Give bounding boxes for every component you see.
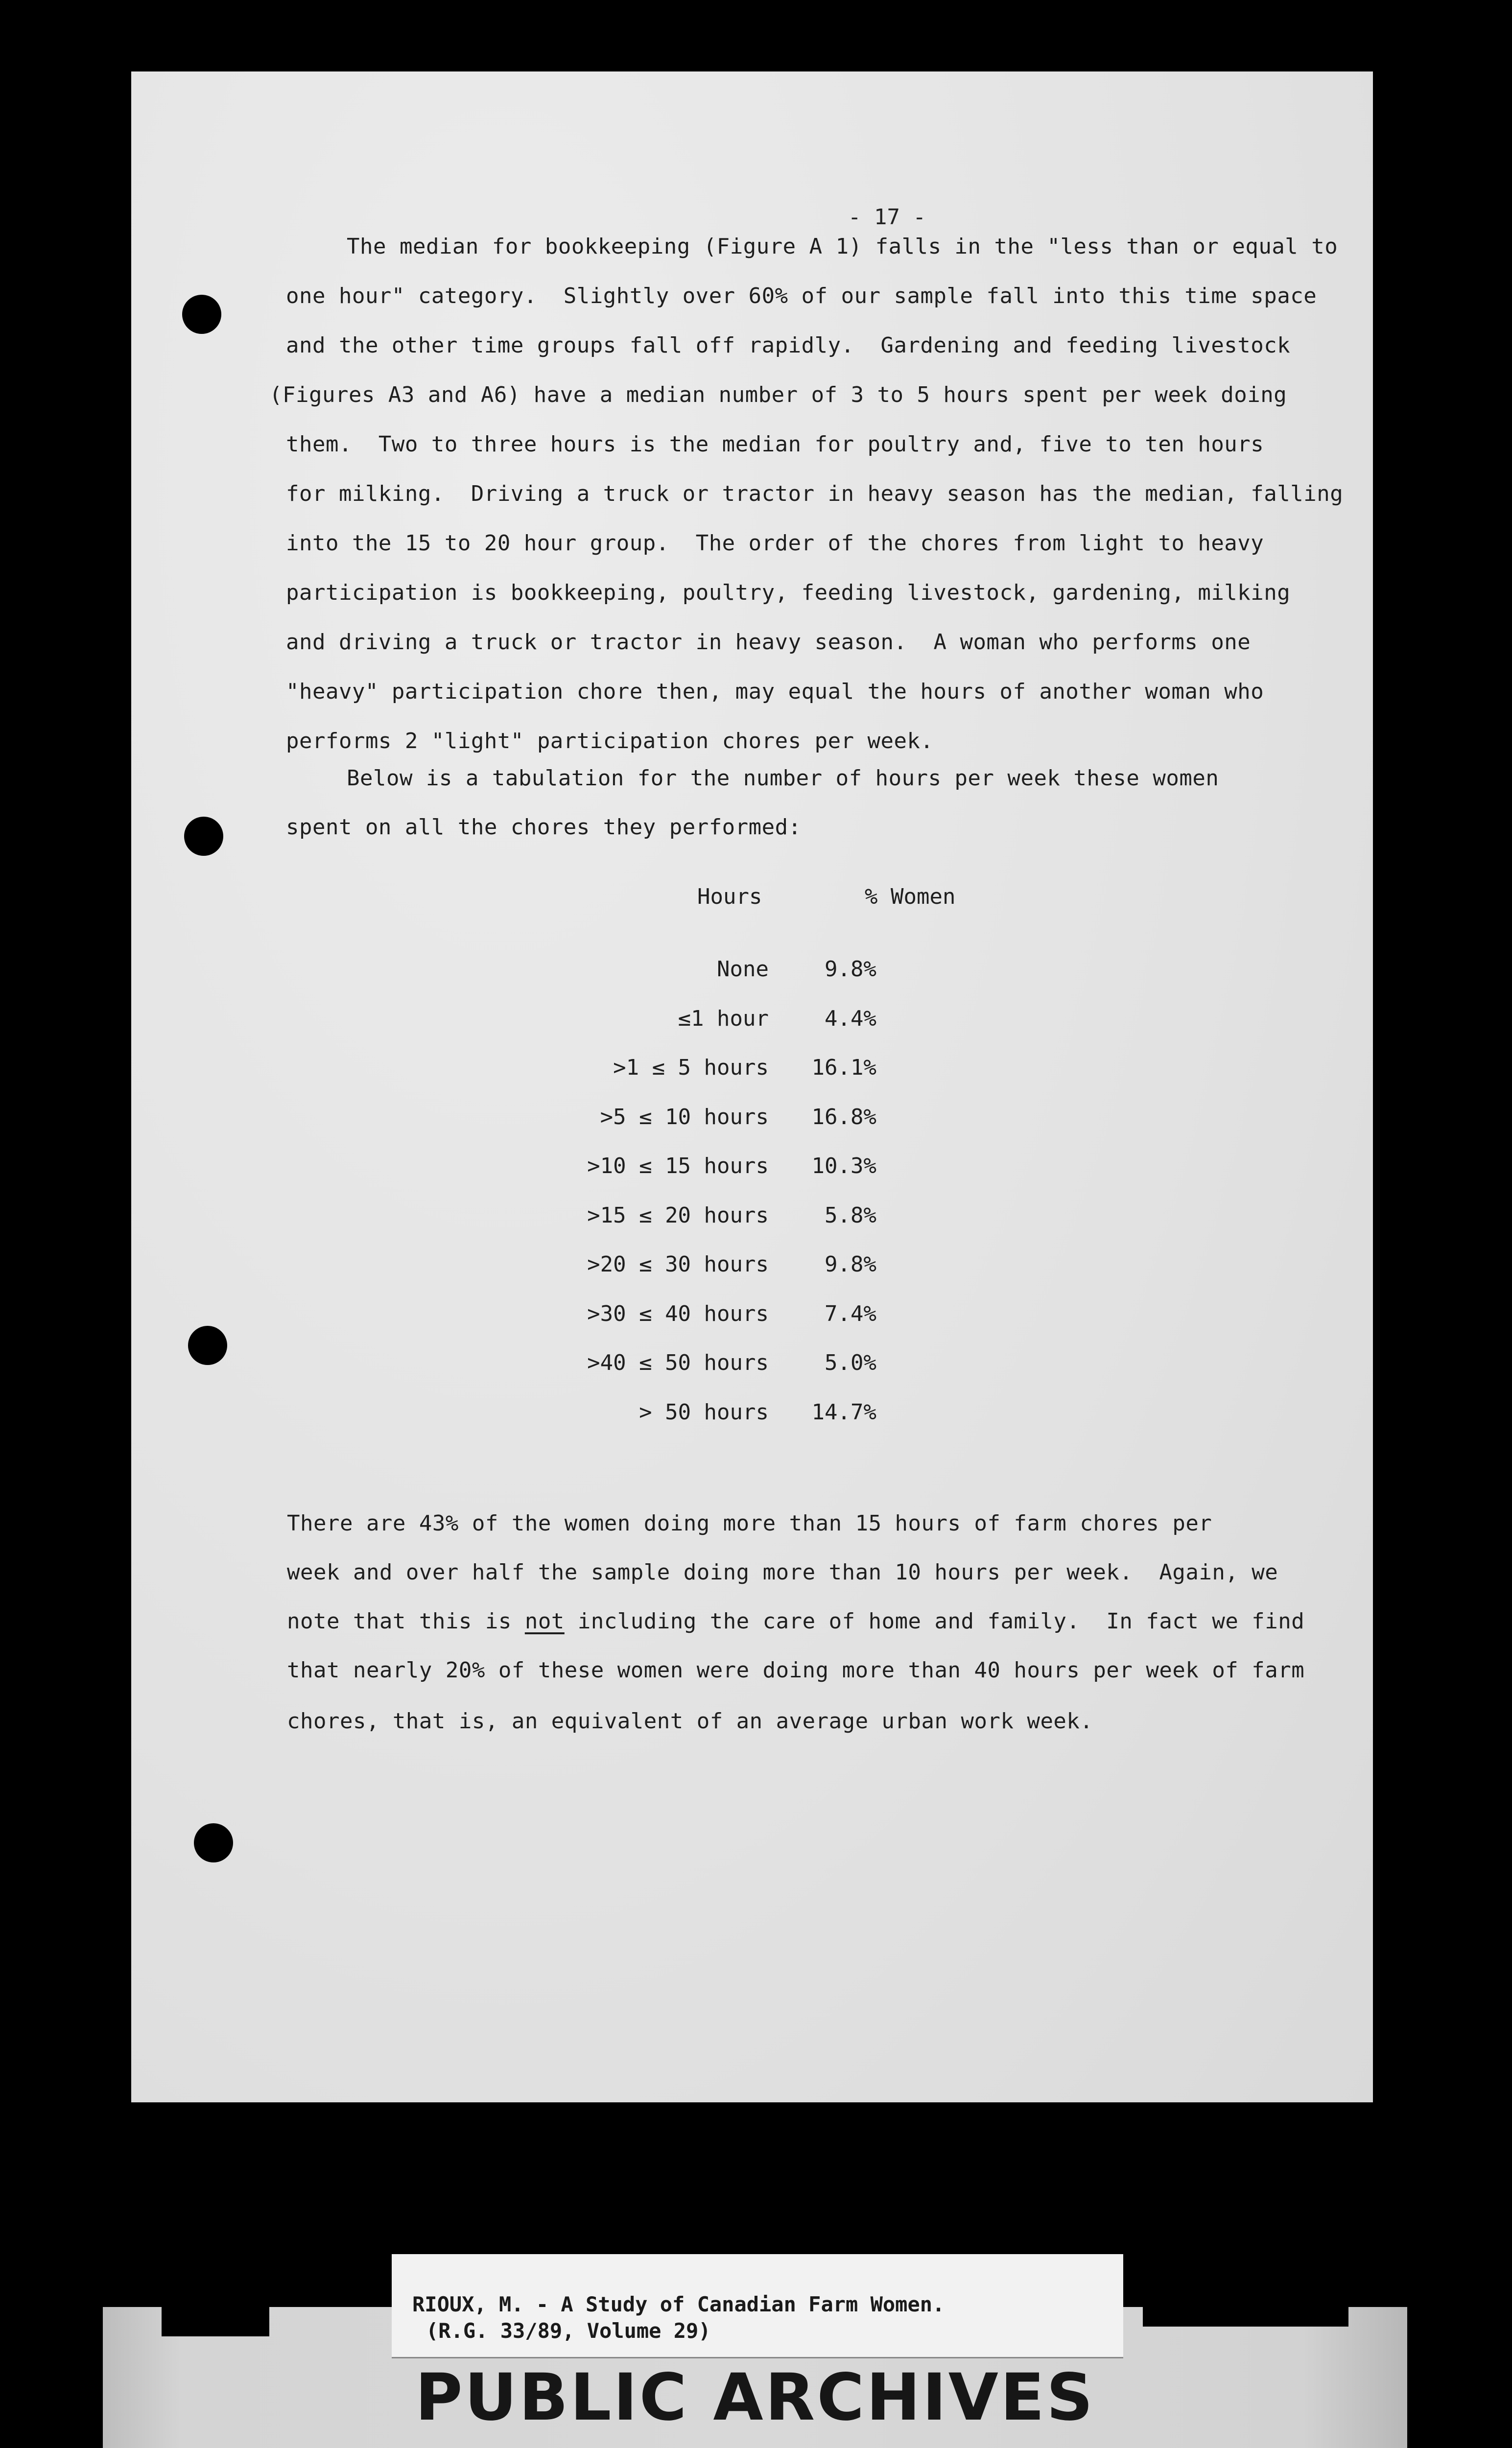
label-citation: RIOUX, M. - A Study of Canadian Farm Women. xyxy=(412,2292,945,2316)
table-cell-pct: 5.0% xyxy=(825,1350,876,1375)
table-cell-pct: 5.8% xyxy=(825,1202,876,1228)
page-number: - 17 - xyxy=(848,205,926,230)
table-cell-hours: >5 ≤ 10 hours xyxy=(600,1104,769,1130)
card-notch xyxy=(162,2307,269,2336)
table-cell-hours: >20 ≤ 30 hours xyxy=(587,1252,769,1277)
archive-label xyxy=(392,2254,1123,2358)
paragraph-summary-line: that nearly 20% of these women were doing more than 40 hours per week of farm xyxy=(287,1658,1305,1683)
table-cell-pct: 16.8% xyxy=(811,1104,876,1130)
punch-hole xyxy=(184,817,223,856)
table-cell-hours: >40 ≤ 50 hours xyxy=(587,1350,769,1375)
paragraph-line: participation is bookkeeping, poultry, feeding livestock, gardening, milking xyxy=(286,580,1291,605)
table-cell-pct: 10.3% xyxy=(811,1153,876,1178)
punch-hole xyxy=(182,295,221,334)
table-cell-pct: 14.7% xyxy=(811,1399,876,1425)
paragraph-line: "heavy" participation chore then, may equal the hours of another woman who xyxy=(286,679,1264,704)
archive-title-en: PUBLIC ARCHIVES xyxy=(415,2360,1095,2435)
paragraph-line: The median for bookkeeping (Figure A 1) falls in the "less than or equal to xyxy=(347,234,1338,259)
paragraph-summary-line: chores, that is, an equivalent of an average urban work week. xyxy=(287,1709,1093,1734)
table-cell-pct: 4.4% xyxy=(825,1006,876,1031)
table-cell-pct: 7.4% xyxy=(825,1301,876,1326)
punch-hole xyxy=(188,1326,227,1365)
table-cell-pct: 9.8% xyxy=(825,957,876,982)
text-span: note that this is xyxy=(287,1609,525,1634)
document-page xyxy=(131,71,1373,2102)
paragraph-line: for milking. Driving a truck or tractor in heavy season has the median, falling xyxy=(286,481,1344,506)
text-span: including the care of home and family. In fact we find xyxy=(564,1609,1305,1634)
paragraph-line: and driving a truck or tractor in heavy season. A woman who performs one xyxy=(286,630,1251,655)
paragraph-summary-line: week and over half the sample doing more than 10 hours per week. Again, we xyxy=(287,1560,1278,1585)
table-cell-pct: 16.1% xyxy=(811,1055,876,1080)
table-cell-hours: None xyxy=(717,957,769,982)
card-notch xyxy=(1143,2307,1348,2327)
table-cell-hours: > 50 hours xyxy=(639,1399,769,1425)
paragraph-line: Below is a tabulation for the number of hours per week these women xyxy=(347,766,1219,791)
paragraph-line: into the 15 to 20 hour group. The order of the chores from light to heavy xyxy=(286,531,1264,556)
paragraph-line: performs 2 "light" participation chores per week. xyxy=(286,729,934,753)
table-cell-hours: >10 ≤ 15 hours xyxy=(587,1153,769,1178)
table-cell-hours: ≤1 hour xyxy=(678,1006,769,1031)
table-header-pct: % Women xyxy=(865,884,956,909)
paragraph-line: and the other time groups fall off rapidly. Gardening and feeding livestock xyxy=(286,333,1291,358)
paragraph-summary-line xyxy=(287,1611,1304,1632)
paragraph-line: spent on all the chores they performed: xyxy=(286,815,802,840)
table-cell-pct: 9.8% xyxy=(825,1252,876,1277)
paragraph-line: one hour" category. Slightly over 60% of our sample fall into this time space xyxy=(286,283,1317,308)
table-cell-hours: >1 ≤ 5 hours xyxy=(613,1055,769,1080)
hours-table xyxy=(563,884,956,1425)
paragraph-summary-line: There are 43% of the women doing more than 15 hours of farm chores per xyxy=(287,1511,1212,1536)
punch-hole xyxy=(194,1823,233,1862)
paragraph-line: them. Two to three hours is the median for poultry and, five to ten hours xyxy=(286,432,1264,457)
table-header-hours: Hours xyxy=(697,884,762,909)
underlined-word: not xyxy=(524,1609,565,1634)
table-cell-hours: >30 ≤ 40 hours xyxy=(587,1301,769,1326)
table-cell-hours: >15 ≤ 20 hours xyxy=(587,1202,769,1228)
paragraph-line: (Figures A3 and A6) have a median number of 3 to 5 hours spent per week doing xyxy=(269,382,1287,407)
label-reference: (R.G. 33/89, Volume 29) xyxy=(426,2319,711,2343)
